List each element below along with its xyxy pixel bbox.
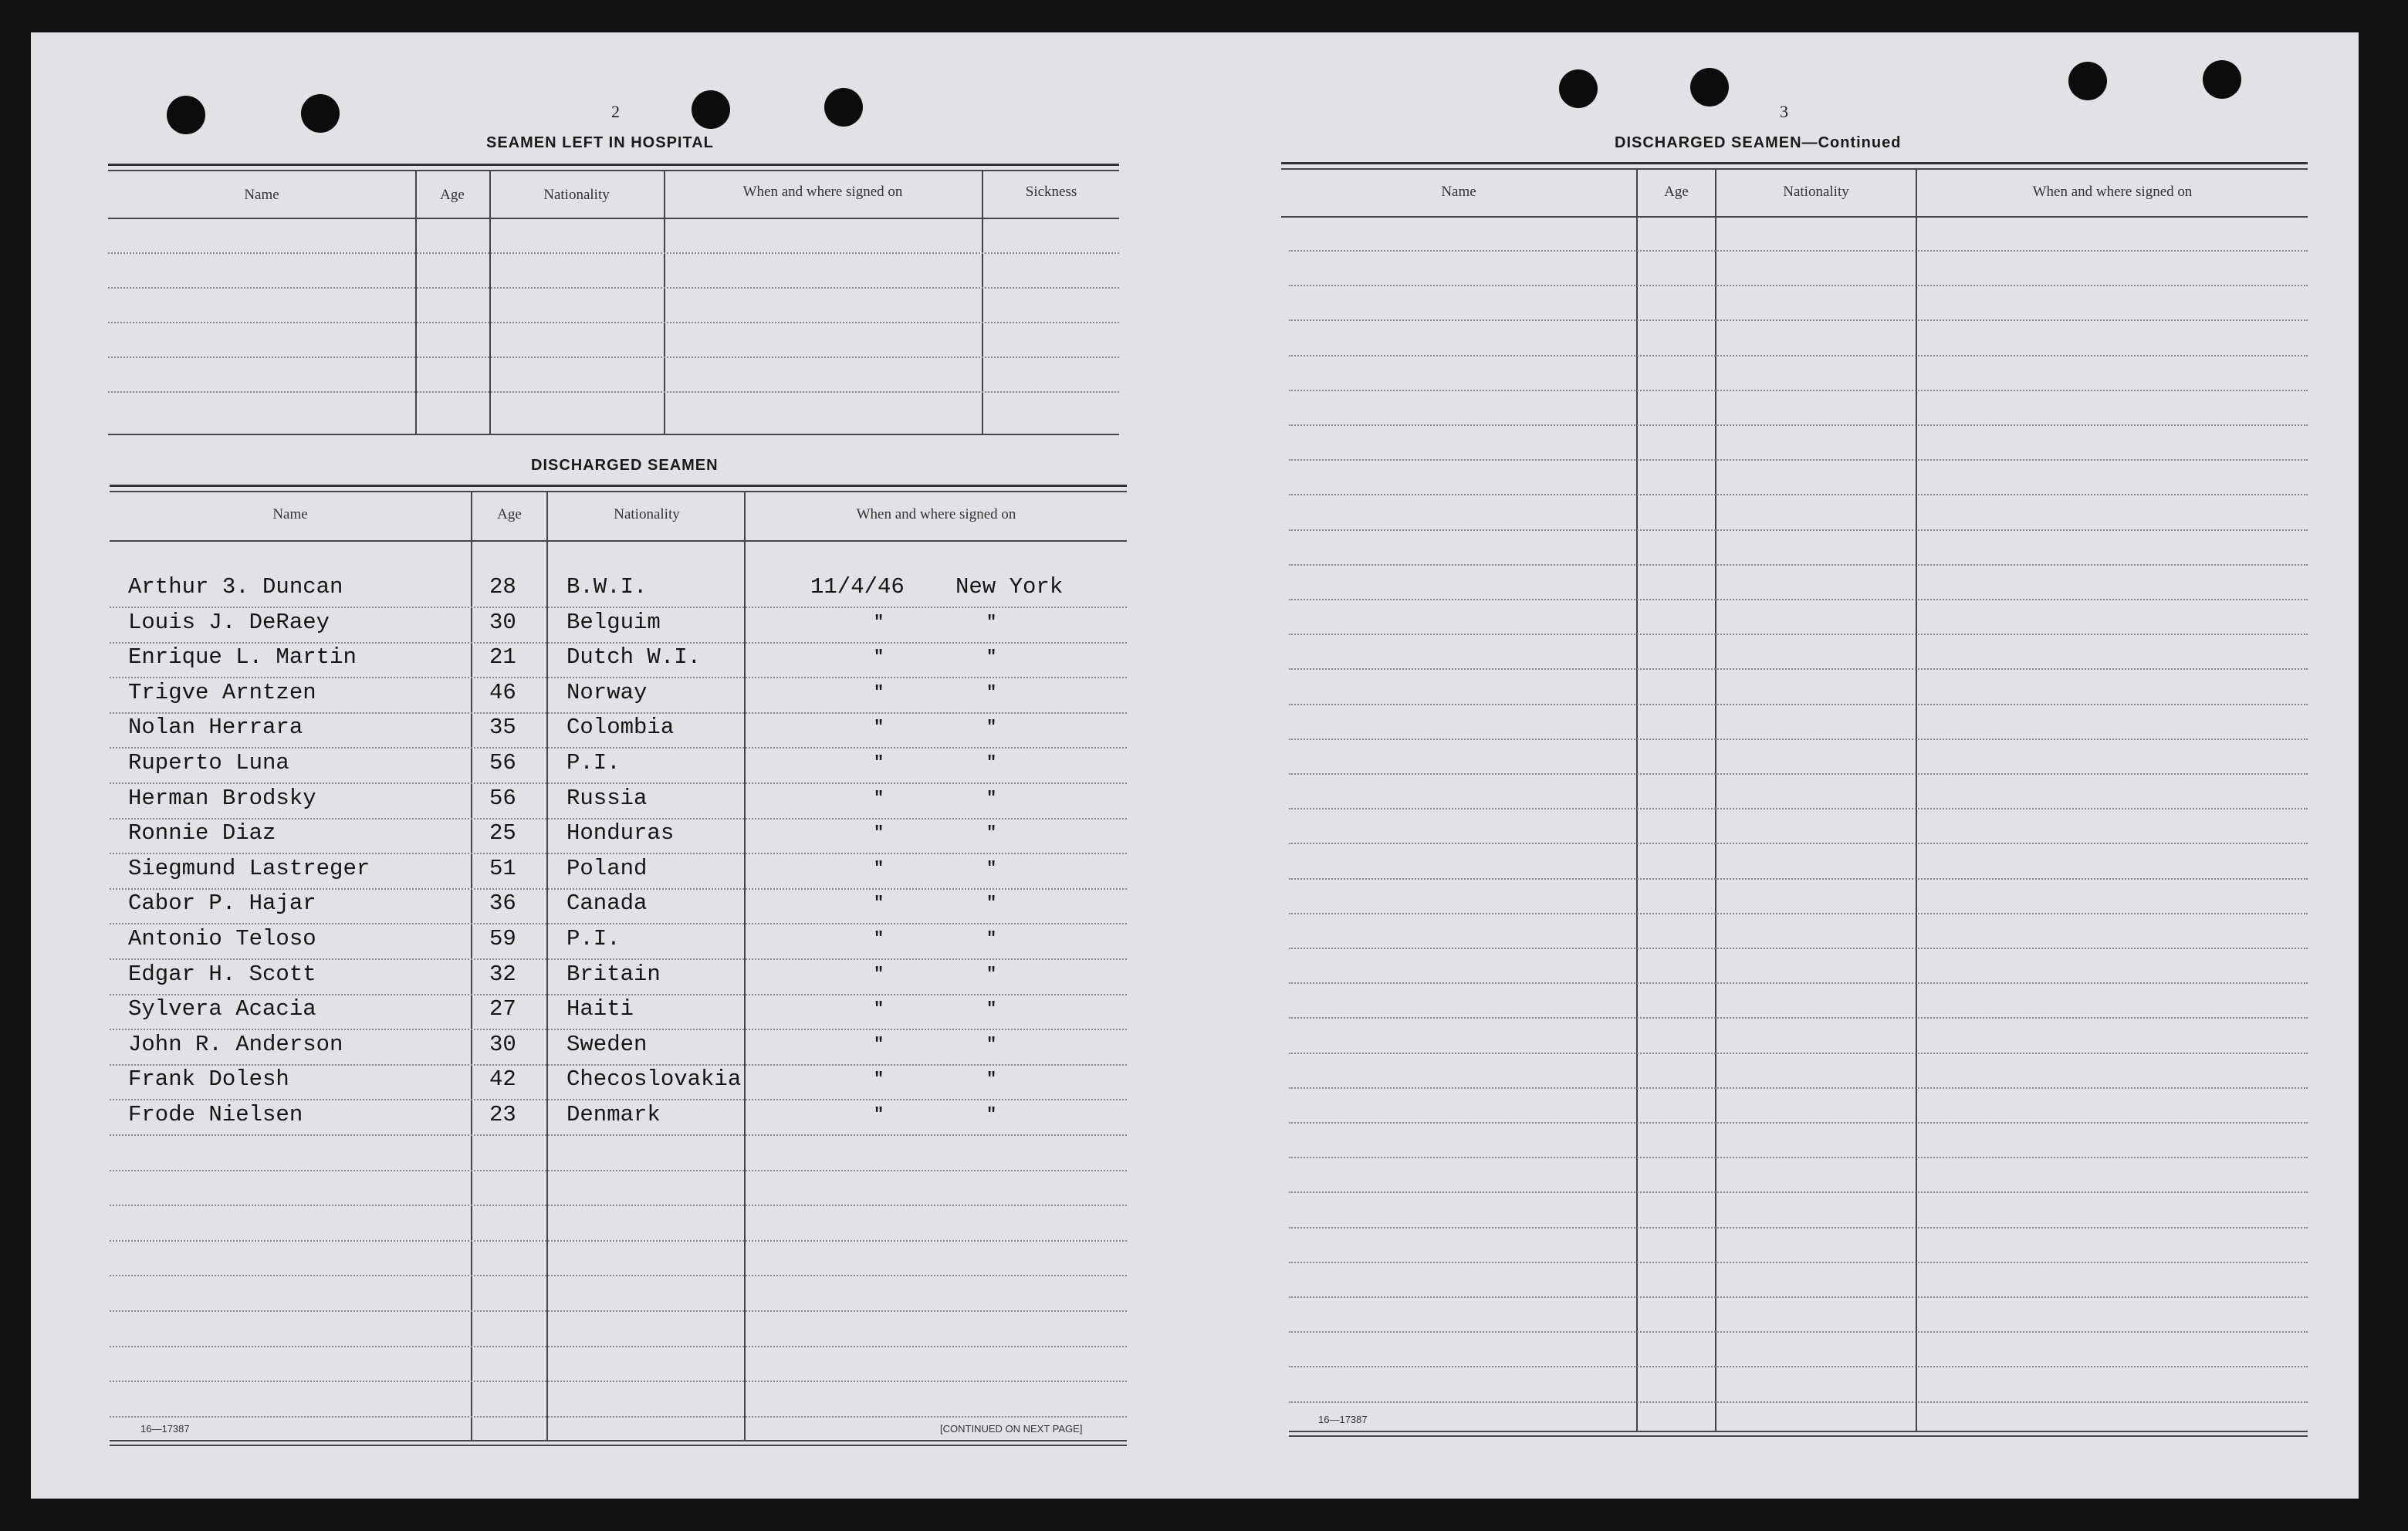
dotted-line: [1289, 878, 2308, 880]
dotted-line: [1289, 738, 2308, 740]
hospital-section-title: SEAMEN LEFT IN HOSPITAL: [486, 134, 714, 151]
dotted-line: [1289, 982, 2308, 984]
dotted-line: [110, 1099, 1127, 1100]
seaman-name: Edgar H. Scott: [128, 961, 316, 987]
signed-on-date-ditto: ": [874, 647, 884, 667]
signed-on-date-ditto: ": [874, 964, 884, 984]
dotted-line: [1289, 1262, 2308, 1263]
discharged-col-name: Name: [272, 506, 308, 522]
discharged-col-age: Age: [497, 506, 522, 522]
seaman-nationality: Dutch W.I.: [566, 644, 702, 671]
table-rule: [110, 1440, 1127, 1441]
seaman-nationality: Haiti: [566, 996, 634, 1022]
dotted-line: [1289, 1017, 2308, 1019]
signed-on-place-ditto: ": [986, 894, 997, 914]
right-col-nationality: Nationality: [1783, 184, 1849, 200]
seaman-name: Ruperto Luna: [128, 750, 289, 776]
seaman-age: 36: [489, 891, 516, 917]
dotted-line: [1289, 285, 2308, 286]
hospital-col-nationality: Nationality: [543, 187, 610, 203]
seaman-nationality: Denmark: [566, 1102, 661, 1127]
signed-on-date: 11/4/46: [810, 574, 905, 600]
dotted-line: [108, 287, 1119, 289]
signed-on-place-ditto: ": [986, 929, 997, 948]
dotted-line: [1289, 1053, 2308, 1054]
right-section-title: DISCHARGED SEAMEN—Continued: [1615, 134, 1902, 151]
dotted-line: [110, 958, 1127, 960]
document-sheet: [31, 32, 2359, 1499]
seaman-age: 25: [489, 820, 516, 847]
hospital-col-age: Age: [440, 187, 465, 203]
column-divider: [744, 492, 746, 1440]
signed-on-date-ditto: ": [874, 999, 884, 1019]
dotted-line: [1289, 1122, 2308, 1124]
dotted-line: [110, 818, 1127, 820]
seaman-name: Trigve Arntzen: [128, 679, 316, 705]
dotted-line: [1289, 355, 2308, 357]
seaman-name: Sylvera Acacia: [128, 996, 316, 1022]
seaman-nationality: Checoslovakia: [566, 1066, 742, 1093]
discharged-col-signed-on: When and where signed on: [856, 506, 1016, 522]
seaman-age: 56: [489, 785, 516, 811]
seaman-nationality: P.I.: [566, 750, 621, 776]
seaman-nationality: Colombia: [566, 715, 675, 741]
signed-on-place-ditto: ": [986, 999, 997, 1019]
seaman-age: 56: [489, 750, 516, 776]
signed-on-date-ditto: ": [874, 718, 884, 738]
dotted-line: [1289, 668, 2308, 670]
table-rule: [108, 164, 1119, 166]
dotted-line: [1289, 459, 2308, 461]
continued-note: [CONTINUED ON NEXT PAGE]: [940, 1423, 1083, 1435]
seaman-nationality: B.W.I.: [566, 574, 648, 600]
signed-on-place-ditto: ": [986, 858, 997, 878]
seaman-age: 32: [489, 961, 516, 987]
column-divider: [546, 492, 548, 1440]
seaman-name: Nolan Herrara: [128, 715, 303, 741]
seaman-name: Frode Nielsen: [128, 1102, 303, 1127]
signed-on-place-ditto: ": [986, 1105, 997, 1124]
hospital-col-name: Name: [244, 187, 279, 203]
dotted-line: [110, 782, 1127, 784]
dotted-line: [1289, 1296, 2308, 1298]
hospital-col-sickness: Sickness: [1025, 184, 1077, 200]
dotted-line: [110, 994, 1127, 995]
dotted-line: [110, 1064, 1127, 1066]
seaman-nationality: Canada: [566, 891, 648, 917]
dotted-line: [1289, 1366, 2308, 1367]
punch-hole: [1559, 69, 1598, 108]
form-number-left: 16—17387: [140, 1423, 190, 1435]
signed-on-place-ditto: ": [986, 964, 997, 984]
seaman-name: Antonio Teloso: [128, 926, 316, 951]
dotted-line: [110, 607, 1127, 608]
signed-on-place: New York: [955, 574, 1064, 600]
right-col-signed-on: When and where signed on: [2032, 184, 2193, 200]
punch-hole: [2068, 62, 2107, 100]
seaman-nationality: Britain: [566, 961, 661, 987]
signed-on-date-ditto: ": [874, 858, 884, 878]
punch-hole: [301, 94, 340, 133]
signed-on-place-ditto: ": [986, 1070, 997, 1090]
dotted-line: [110, 1381, 1127, 1382]
signed-on-date-ditto: ": [874, 1105, 884, 1124]
seaman-name: Arthur 3. Duncan: [128, 574, 343, 600]
dotted-line: [110, 1170, 1127, 1171]
seaman-nationality: P.I.: [566, 926, 621, 951]
table-rule: [1289, 1431, 2308, 1432]
signed-on-place-ditto: ": [986, 682, 997, 702]
table-rule: [1281, 168, 2308, 170]
seaman-age: 27: [489, 996, 516, 1022]
right-col-name: Name: [1441, 184, 1476, 200]
table-rule: [1281, 162, 2308, 164]
seaman-name: Cabor P. Hajar: [128, 891, 316, 917]
dotted-line: [1289, 564, 2308, 566]
dotted-line: [1289, 1227, 2308, 1229]
signed-on-date-ditto: ": [874, 823, 884, 843]
dotted-line: [110, 1134, 1127, 1136]
page-number-left: 2: [611, 102, 620, 121]
signed-on-place-ditto: ": [986, 823, 997, 843]
dotted-line: [110, 1416, 1127, 1418]
dotted-line: [1289, 390, 2308, 391]
dotted-line: [110, 853, 1127, 854]
signed-on-place-ditto: ": [986, 753, 997, 772]
table-rule: [108, 170, 1119, 171]
dotted-line: [1289, 1331, 2308, 1333]
dotted-line: [110, 642, 1127, 644]
seaman-name: Enrique L. Martin: [128, 644, 357, 671]
dotted-line: [1289, 1157, 2308, 1158]
dotted-line: [110, 1029, 1127, 1030]
seaman-name: Herman Brodsky: [128, 785, 316, 811]
seaman-nationality: Sweden: [566, 1031, 648, 1057]
seaman-nationality: Poland: [566, 855, 648, 881]
dotted-line: [1289, 494, 2308, 495]
seaman-nationality: Norway: [566, 679, 648, 705]
signed-on-date-ditto: ": [874, 753, 884, 772]
dotted-line: [1289, 250, 2308, 252]
dotted-line: [108, 391, 1119, 393]
signed-on-place-ditto: ": [986, 612, 997, 632]
seaman-name: Siegmund Lastreger: [128, 855, 370, 881]
dotted-line: [110, 888, 1127, 890]
dotted-line: [1289, 913, 2308, 914]
dotted-line: [110, 677, 1127, 678]
discharged-col-nationality: Nationality: [614, 506, 680, 522]
column-divider: [489, 171, 491, 434]
table-rule: [110, 540, 1127, 542]
column-divider: [1715, 170, 1716, 1431]
punch-hole: [1690, 68, 1729, 106]
seaman-name: John R. Anderson: [128, 1031, 343, 1057]
table-rule: [108, 218, 1119, 219]
punch-hole: [824, 88, 863, 127]
seaman-age: 30: [489, 1031, 516, 1057]
column-divider: [415, 171, 417, 434]
punch-hole: [2203, 60, 2241, 99]
column-divider: [1916, 170, 1917, 1431]
dotted-line: [110, 712, 1127, 714]
column-divider: [1636, 170, 1638, 1431]
table-rule: [1289, 1435, 2308, 1437]
signed-on-place-ditto: ": [986, 718, 997, 738]
seaman-age: 46: [489, 679, 516, 705]
column-divider: [982, 171, 983, 434]
dotted-line: [108, 357, 1119, 358]
dotted-line: [108, 322, 1119, 323]
signed-on-place-ditto: ": [986, 647, 997, 667]
punch-hole: [692, 90, 730, 129]
column-divider: [664, 171, 665, 434]
table-rule: [110, 485, 1127, 487]
dotted-line: [108, 252, 1119, 254]
dotted-line: [110, 1205, 1127, 1206]
dotted-line: [1289, 1087, 2308, 1089]
seaman-age: 23: [489, 1102, 516, 1127]
dotted-line: [110, 747, 1127, 749]
dotted-line: [1289, 599, 2308, 600]
signed-on-date-ditto: ": [874, 788, 884, 808]
signed-on-date-ditto: ": [874, 1034, 884, 1054]
dotted-line: [1289, 424, 2308, 426]
table-rule: [110, 491, 1127, 492]
punch-hole: [167, 96, 205, 134]
dotted-line: [110, 1310, 1127, 1312]
hospital-col-signed-on: When and where signed on: [742, 184, 903, 200]
dotted-line: [1289, 1401, 2308, 1403]
dotted-line: [1289, 843, 2308, 844]
dotted-line: [1289, 1191, 2308, 1193]
page-number-right: 3: [1780, 102, 1788, 121]
seaman-name: Frank Dolesh: [128, 1066, 289, 1093]
seaman-age: 21: [489, 644, 516, 671]
dotted-line: [1289, 773, 2308, 775]
seaman-age: 35: [489, 715, 516, 741]
dotted-line: [110, 923, 1127, 924]
seaman-age: 42: [489, 1066, 516, 1093]
signed-on-place-ditto: ": [986, 788, 997, 808]
dotted-line: [110, 1240, 1127, 1242]
signed-on-date-ditto: ": [874, 1070, 884, 1090]
dotted-line: [1289, 634, 2308, 635]
dotted-line: [1289, 704, 2308, 705]
form-number-right: 16—17387: [1318, 1414, 1368, 1425]
seaman-age: 28: [489, 574, 516, 600]
table-rule: [1281, 216, 2308, 218]
seaman-age: 59: [489, 926, 516, 951]
table-rule: [110, 1445, 1127, 1446]
right-col-age: Age: [1664, 184, 1689, 200]
signed-on-place-ditto: ": [986, 1034, 997, 1054]
signed-on-date-ditto: ": [874, 894, 884, 914]
signed-on-date-ditto: ": [874, 682, 884, 702]
column-divider: [471, 492, 472, 1440]
dotted-line: [1289, 808, 2308, 809]
dotted-line: [110, 1275, 1127, 1276]
seaman-name: Ronnie Diaz: [128, 820, 276, 847]
dotted-line: [1289, 319, 2308, 321]
seaman-age: 51: [489, 855, 516, 881]
signed-on-date-ditto: ": [874, 612, 884, 632]
table-rule: [108, 434, 1119, 435]
seaman-nationality: Belguim: [566, 609, 661, 635]
discharged-section-title: DISCHARGED SEAMEN: [531, 457, 719, 474]
signed-on-date-ditto: ": [874, 929, 884, 948]
seaman-name: Louis J. DeRaey: [128, 609, 330, 635]
dotted-line: [1289, 948, 2308, 949]
seaman-age: 30: [489, 609, 516, 635]
seaman-nationality: Honduras: [566, 820, 675, 847]
dotted-line: [1289, 529, 2308, 531]
seaman-nationality: Russia: [566, 785, 648, 811]
dotted-line: [110, 1346, 1127, 1347]
